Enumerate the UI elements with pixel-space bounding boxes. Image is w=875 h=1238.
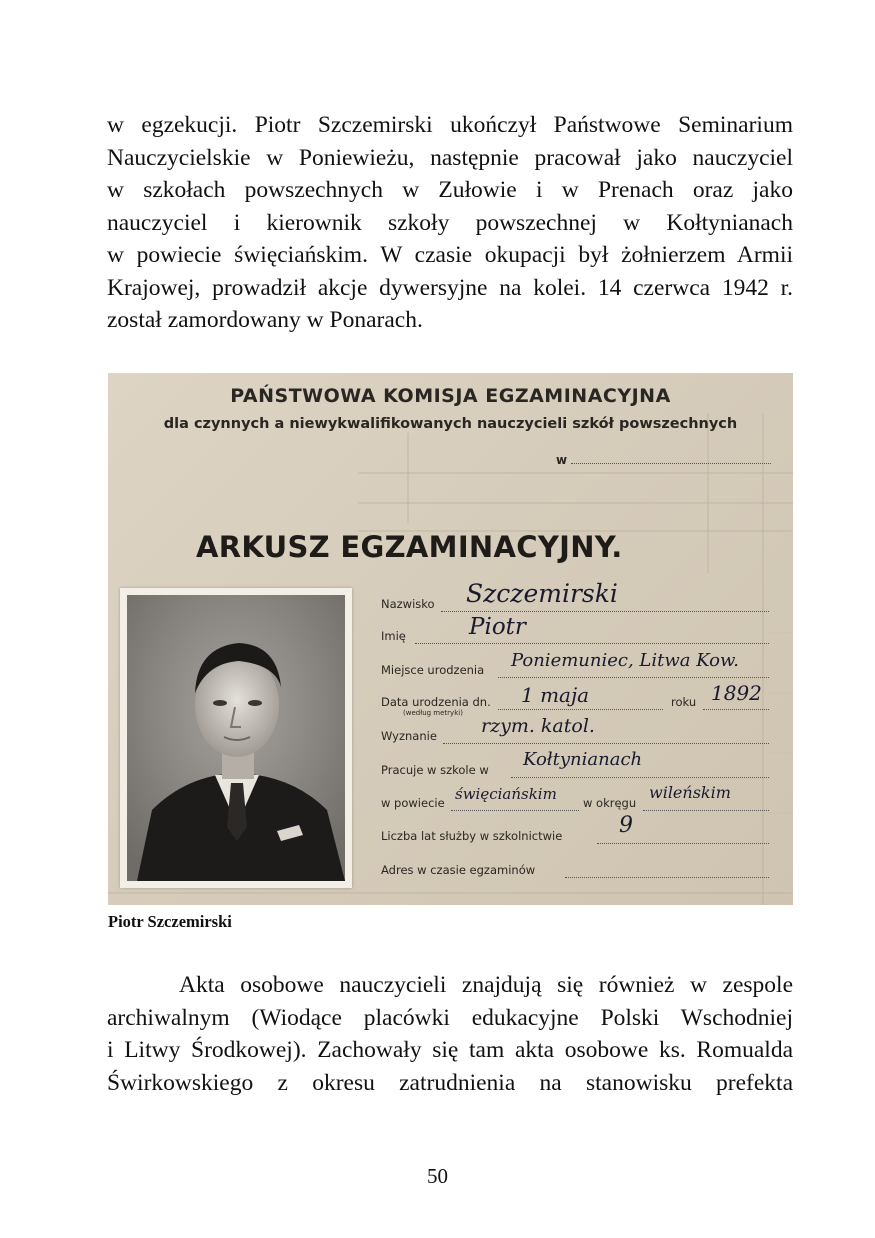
wyznanie-value: rzym. katol. xyxy=(481,715,595,737)
portrait-photo xyxy=(120,588,352,888)
field-pracuje xyxy=(381,763,489,777)
text-line: nauczyciel i kierownik szkoły powszechnej w Kołtynianach xyxy=(107,209,793,236)
okreg-label: w okręgu xyxy=(583,796,637,810)
field-nazwisko xyxy=(381,597,435,611)
figure-caption: Piotr Szczemirski xyxy=(108,912,232,931)
field-adres xyxy=(381,863,535,877)
roku-value: 1892 xyxy=(711,681,762,705)
imie-value: Piotr xyxy=(469,614,526,640)
sheet-title: ARKUSZ EGZAMINACYJNY. xyxy=(196,530,623,564)
sheet-header-subtitle: dla czynnych a niewykwalifikowanych nauczycieli szkół powszechnych xyxy=(163,416,738,432)
field-miejsce-urodzenia xyxy=(381,663,484,677)
sheet-header-title: PAŃSTWOWA KOMISJA EGZAMINACYJNA xyxy=(230,385,671,407)
roku-label: roku xyxy=(671,695,697,709)
nazwisko-label: Nazwisko xyxy=(381,597,435,611)
miejsce-value: Poniemuniec, Litwa Kow. xyxy=(511,650,740,671)
paragraph-top xyxy=(107,109,793,337)
data-value: 1 maja xyxy=(521,683,590,707)
wyznanie-label: Wyznanie xyxy=(381,729,437,743)
powiat-value: święciańskim xyxy=(455,785,557,803)
exam-form xyxy=(381,373,791,905)
liczba-value: 9 xyxy=(619,813,633,838)
text-line: w szkołach powszechnych w Zułowie i w Prenach oraz jako xyxy=(107,177,793,203)
field-wyznanie xyxy=(381,729,437,743)
text-line: Świrkowskiego z okresu zatrudnienia na stanowisku prefekta xyxy=(107,1069,793,1096)
paragraph-bottom xyxy=(107,969,793,1099)
text-line: Nauczycielskie w Poniewieżu, następnie pracował jako nauczyciel xyxy=(107,144,793,171)
text-line: Akta osobowe nauczycieli znajdują się również w zespole xyxy=(179,972,793,998)
pracuje-value: Kołtynianach xyxy=(523,749,643,770)
text-line: w egzekucji. Piotr Szczemirski ukończył Państwowe Seminarium xyxy=(107,112,793,138)
okreg-value: wileńskim xyxy=(649,783,731,802)
text-line: archiwalnym (Wiodące placówki edukacyjne Polski Wschodniej xyxy=(107,1004,793,1031)
field-okreg xyxy=(583,796,636,810)
exam-sheet-image xyxy=(108,373,793,905)
data-label: Data urodzenia dn. xyxy=(381,695,491,709)
w-label: w xyxy=(556,453,568,467)
data-note: (według metryki) xyxy=(403,709,463,717)
text-line: został zamordowany w Ponarach. xyxy=(107,307,423,333)
text-line: w powiecie święciańskim. W czasie okupacji był żołnierzem Armii xyxy=(107,242,793,268)
miejsce-label: Miejsce urodzenia xyxy=(381,663,485,677)
pracuje-label: Pracuje w szkole w xyxy=(381,763,489,777)
field-imie xyxy=(381,629,406,643)
field-powiat xyxy=(381,796,445,810)
field-liczba-lat xyxy=(381,829,562,843)
text-line: i Litwy Środkowej). Zachowały się tam akta osobowe ks. Romualda xyxy=(107,1037,793,1063)
powiat-label: w powiecie xyxy=(381,796,445,810)
field-data-urodzenia xyxy=(381,695,491,717)
field-roku xyxy=(671,695,696,709)
imie-label: Imię xyxy=(381,629,406,643)
nazwisko-value: Szczemirski xyxy=(466,579,618,608)
liczba-label: Liczba lat służby w szkolnictwie xyxy=(381,829,563,843)
page-number: 50 xyxy=(427,1164,448,1188)
text-line: Krajowej, prowadził akcje dywersyjne na kolei. 14 czerwca 1942 r. xyxy=(107,274,793,301)
adres-label: Adres w czasie egzaminów xyxy=(381,863,536,877)
